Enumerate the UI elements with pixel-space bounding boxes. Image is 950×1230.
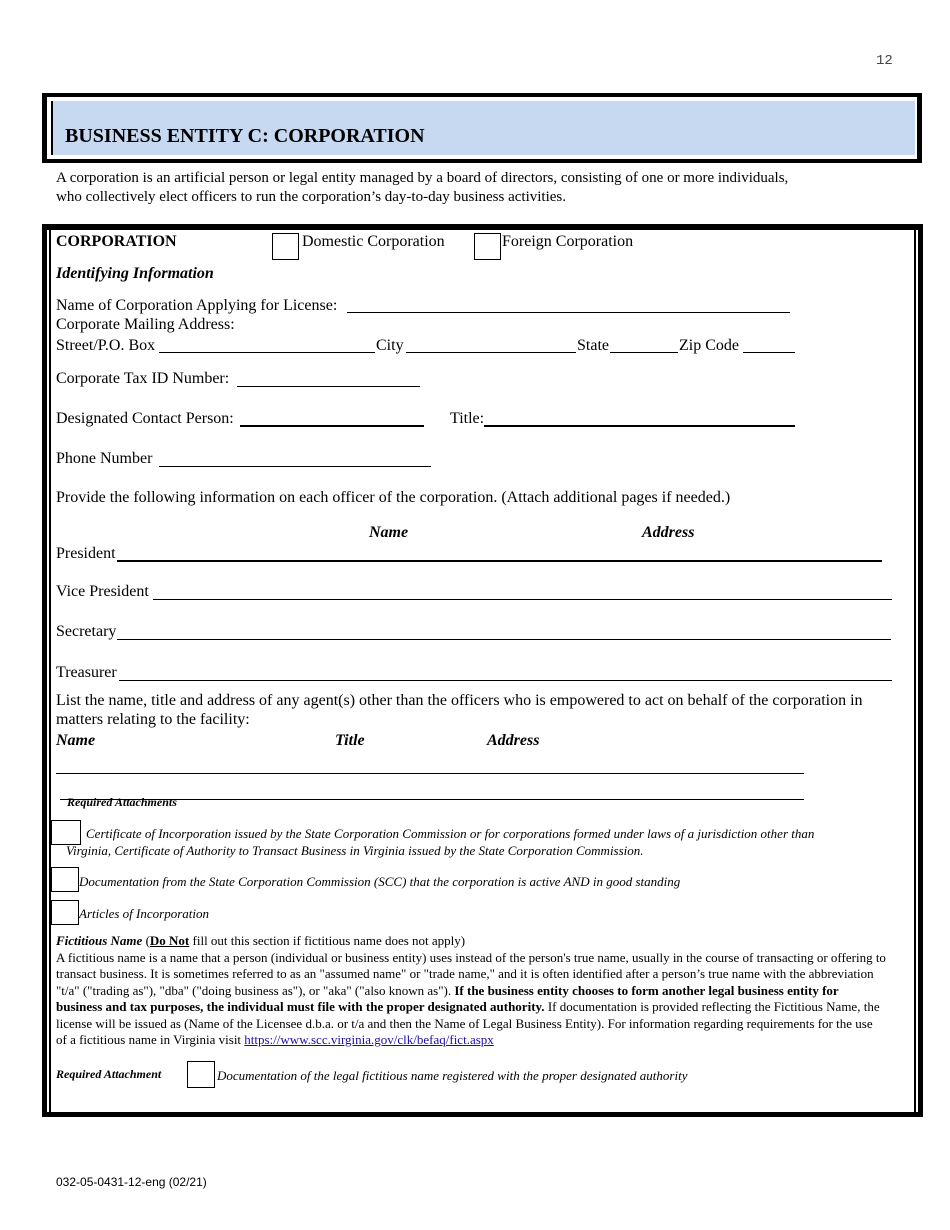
attachment-2-text: Documentation from the State Corporation Commission (SCC) that the corporation is active AND in good standing bbox=[79, 874, 681, 889]
corporation-name-label: Name of Corporation Applying for License: bbox=[56, 297, 338, 314]
state-label: State bbox=[577, 337, 609, 354]
contact-person-field[interactable] bbox=[240, 425, 424, 427]
secretary-field[interactable] bbox=[117, 639, 891, 640]
mailing-address-label: Corporate Mailing Address: bbox=[56, 316, 235, 333]
domestic-corporation-label: Domestic Corporation bbox=[302, 233, 445, 250]
fictitious-heading: Fictitious Name bbox=[56, 933, 143, 948]
paren-open: ( bbox=[145, 933, 150, 948]
treasurer-field[interactable] bbox=[119, 680, 892, 681]
fictitious-attachment-checkbox[interactable] bbox=[187, 1061, 215, 1088]
corporation-label: CORPORATION bbox=[56, 233, 177, 250]
title-label: Title: bbox=[450, 410, 485, 427]
fictitious-attachment-text: Documentation of the legal fictitious name registered with the proper designated authority bbox=[217, 1068, 688, 1083]
agents-instruction: List the name, title and address of any agent(s) other than the officers who is empowered to act on behalf of the corporation in matters relating to the facility: bbox=[56, 692, 863, 728]
agent-title-header: Title bbox=[335, 732, 365, 749]
phone-field[interactable] bbox=[159, 466, 431, 467]
phone-label: Phone Number bbox=[56, 450, 153, 467]
form-border-inner-left bbox=[49, 230, 51, 1112]
attachment-1-text: Certificate of Incorporation issued by the State Corporation Commission or for corporations formed under laws of a jurisdiction other than Virginia, Certificate of Authority to Transact Business in Virginia issued by the State Corporation Commission. bbox=[66, 826, 815, 858]
domestic-corporation-checkbox[interactable] bbox=[272, 233, 299, 260]
section-header-fill bbox=[51, 101, 915, 155]
president-field[interactable] bbox=[117, 560, 882, 562]
attachment-3-text: Articles of Incorporation bbox=[79, 906, 209, 921]
president-label: President bbox=[56, 545, 116, 562]
fictitious-body-1: A fictitious name is a name that a person (individual or business entity) uses instead of the person's true name, usually in the course of transacting or offering to transact business. It is sometimes referred to as an "assumed name" or "trade name," and it is often identified after a person’s true name with the abbreviation "t/a" ("trading as"), "dba" ("doing business as"), or "aka" ("also known as"). bbox=[56, 949, 886, 998]
fictitious-name-section bbox=[56, 933, 886, 1049]
vice-president-field[interactable] bbox=[153, 599, 892, 600]
fictitious-bold-text: If the business entity chooses to form another legal business entity for business and tax purposes, the individual must file with the proper designated authority. bbox=[56, 982, 839, 1014]
form-code-footer: 032-05-0431-12-eng (02/21) bbox=[56, 1175, 207, 1189]
tax-id-label: Corporate Tax ID Number: bbox=[56, 370, 230, 387]
identifying-info-heading: Identifying Information bbox=[56, 265, 214, 282]
street-field[interactable] bbox=[159, 352, 375, 353]
section-title: BUSINESS ENTITY C: CORPORATION bbox=[65, 125, 425, 147]
officers-instruction: Provide the following information on each officer of the corporation. (Attach additional pages if needed.) bbox=[56, 489, 731, 506]
state-field[interactable] bbox=[610, 352, 678, 353]
zip-field[interactable] bbox=[743, 352, 795, 353]
attachment-2-checkbox[interactable] bbox=[51, 867, 79, 892]
required-attachments-heading: Required Attachments bbox=[67, 795, 177, 809]
title-field[interactable] bbox=[484, 425, 795, 427]
required-attachment-label: Required Attachment bbox=[56, 1067, 162, 1081]
agent-line-1[interactable] bbox=[56, 773, 804, 774]
city-field[interactable] bbox=[406, 352, 576, 353]
page-number: 12 bbox=[876, 53, 893, 69]
contact-person-label: Designated Contact Person: bbox=[56, 410, 234, 427]
street-label: Street/P.O. Box bbox=[56, 337, 156, 354]
foreign-corporation-checkbox[interactable] bbox=[474, 233, 501, 260]
form-border-inner-right bbox=[914, 230, 916, 1112]
corporation-name-field[interactable] bbox=[347, 312, 790, 313]
officer-name-header: Name bbox=[369, 524, 409, 541]
fictitious-body-2: If documentation is provided reflecting the Fictitious Name, the license will be issued as (Name of the Licensee d.b.a. or t/a and then the Name of Legal Business Entity). For information regarding requirements for the use of a fictitious name in Virginia visit bbox=[56, 999, 880, 1047]
tax-id-field[interactable] bbox=[237, 386, 420, 387]
officer-address-header: Address bbox=[642, 524, 695, 541]
section-header bbox=[42, 93, 922, 163]
agent-address-header: Address bbox=[487, 732, 540, 749]
vice-president-label: Vice President bbox=[56, 583, 149, 600]
zip-label: Zip Code bbox=[679, 337, 739, 354]
intro-text: A corporation is an artificial person or legal entity managed by a board of directors, consisting of one or more individuals, who collectively elect officers to run the corporation’s day-to-day business activities. bbox=[56, 170, 789, 205]
city-label: City bbox=[376, 337, 404, 354]
fictitious-paren-rest: fill out this section if fictitious name does not apply) bbox=[192, 933, 466, 948]
do-not-label: Do Not bbox=[149, 933, 190, 948]
treasurer-label: Treasurer bbox=[56, 664, 117, 681]
attachment-3-checkbox[interactable] bbox=[51, 900, 79, 925]
scc-fictitious-link[interactable]: https://www.scc.virginia.gov/clk/befaq/fict.aspx bbox=[244, 1032, 494, 1047]
agent-name-header: Name bbox=[56, 732, 96, 749]
foreign-corporation-label: Foreign Corporation bbox=[502, 233, 634, 250]
secretary-label: Secretary bbox=[56, 623, 117, 640]
